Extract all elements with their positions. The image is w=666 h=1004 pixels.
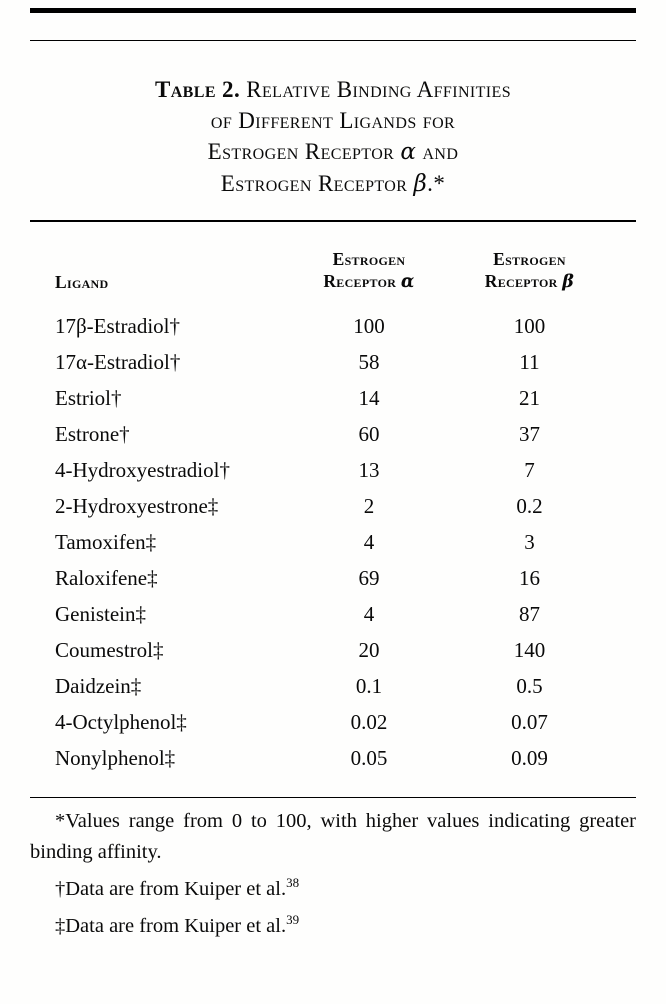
- title-line4-text: Estrogen Receptor: [220, 171, 414, 196]
- table-row: [30, 669, 636, 705]
- footnote-dagger-text: †Data are from Kuiper et al.: [55, 878, 287, 900]
- title-line-3: [30, 136, 636, 168]
- table-row: [30, 561, 636, 597]
- alpha-value-cell: 0.05: [350, 746, 388, 770]
- ligand-cell: Raloxifene‡: [55, 566, 158, 590]
- alpha-value-cell: 2: [363, 494, 375, 518]
- top-rule-light: [30, 40, 636, 42]
- table-row: [30, 381, 636, 417]
- beta-value-cell: 21: [519, 386, 540, 410]
- alpha-value-cell: 13: [358, 458, 380, 482]
- title-line-4: [30, 168, 636, 200]
- top-rule-heavy: [30, 8, 636, 13]
- alpha-value-cell: 58: [358, 350, 380, 374]
- alpha-symbol: α: [400, 271, 415, 292]
- beta-value-cell: 100: [513, 314, 546, 338]
- table-row: [30, 453, 636, 489]
- footnote-dagger: [30, 874, 636, 905]
- footnote-double-dagger: [30, 911, 636, 942]
- title-divider-rule: [30, 220, 636, 222]
- beta-value-cell: 0.09: [511, 746, 548, 770]
- title-line4-text-after: .*: [427, 171, 446, 196]
- ligand-cell: Nonylphenol‡: [55, 746, 176, 770]
- receptor-beta-header-text: Receptor: [484, 270, 563, 291]
- alpha-value-cell: 0.02: [350, 710, 388, 734]
- ligand-cell: Estrone†: [55, 422, 130, 446]
- receptor-alpha-header-line1: Estrogen: [332, 248, 406, 269]
- beta-value-cell: 3: [524, 530, 535, 554]
- ligand-cell: Daidzein‡: [55, 674, 142, 698]
- ligand-cell: Coumestrol‡: [55, 638, 164, 662]
- alpha-symbol: α: [400, 139, 417, 165]
- footnote-asterisk: *Values range from 0 to 100, with higher values indicating greater binding affinity.: [30, 810, 636, 863]
- alpha-value-cell: 4: [363, 602, 375, 626]
- beta-symbol: β: [413, 171, 428, 197]
- receptor-beta-header-line1: Estrogen: [493, 248, 566, 269]
- table-row: [30, 705, 636, 741]
- ligand-cell: 2-Hydroxyestrone‡: [55, 494, 219, 518]
- title-line-2: of Different Ligands for: [210, 108, 456, 133]
- column-header-receptor-beta: [453, 248, 636, 309]
- ligand-cell: 17β-Estradiol†: [55, 314, 180, 338]
- footnote-double-dagger-text: ‡Data are from Kuiper et al.: [55, 915, 287, 937]
- footer-divider-rule: [30, 797, 636, 799]
- table-row: [30, 597, 636, 633]
- beta-value-cell: 0.07: [511, 710, 548, 734]
- table-row: [30, 633, 636, 669]
- beta-value-cell: 140: [513, 638, 546, 662]
- beta-value-cell: 0.2: [516, 494, 543, 518]
- ligand-cell: Tamoxifen‡: [55, 530, 157, 554]
- beta-value-cell: 87: [519, 602, 540, 626]
- title-line3-text-after: and: [416, 139, 459, 164]
- alpha-value-cell: 20: [358, 638, 380, 662]
- alpha-value-cell: 0.1: [355, 674, 383, 698]
- table-title: [30, 74, 636, 200]
- title-line1-text: Relative Binding Affinities: [240, 77, 511, 102]
- table-row: [30, 489, 636, 525]
- ligand-cell: 17α-Estradiol†: [55, 350, 181, 374]
- beta-value-cell: 37: [519, 422, 540, 446]
- ligand-cell: 4-Hydroxyestradiol†: [55, 458, 230, 482]
- table-row: [30, 309, 636, 345]
- table-number-label: Table 2.: [154, 77, 241, 102]
- column-header-ligand: Ligand: [55, 271, 109, 292]
- beta-symbol: β: [562, 271, 575, 292]
- footnotes: [30, 806, 636, 942]
- alpha-value-cell: 60: [358, 422, 380, 446]
- reference-superscript: 38: [286, 875, 300, 891]
- reference-superscript: 39: [286, 912, 300, 928]
- beta-value-cell: 16: [519, 566, 540, 590]
- receptor-alpha-header-line2: [285, 270, 453, 293]
- receptor-beta-header-line2: [453, 270, 606, 293]
- column-header-receptor-alpha: [285, 248, 453, 309]
- receptor-alpha-header-text: Receptor: [323, 270, 401, 291]
- alpha-value-cell: 4: [363, 530, 375, 554]
- table-row: [30, 741, 636, 777]
- alpha-value-cell: 14: [358, 386, 380, 410]
- table-row: [30, 525, 636, 561]
- ligand-cell: Genistein‡: [55, 602, 146, 626]
- beta-value-cell: 11: [519, 350, 540, 374]
- beta-value-cell: 0.5: [516, 674, 543, 698]
- title-line-1: [30, 74, 636, 105]
- title-line3-text: Estrogen Receptor: [207, 139, 401, 164]
- ligand-cell: 4-Octylphenol‡: [55, 710, 187, 734]
- alpha-value-cell: 69: [358, 566, 380, 590]
- beta-value-cell: 7: [524, 458, 535, 482]
- table-row: [30, 417, 636, 453]
- alpha-value-cell: 100: [353, 314, 385, 338]
- table-row: [30, 345, 636, 381]
- header-row: [30, 248, 636, 309]
- ligand-cell: Estriol†: [55, 386, 122, 410]
- binding-affinity-table: [30, 248, 636, 777]
